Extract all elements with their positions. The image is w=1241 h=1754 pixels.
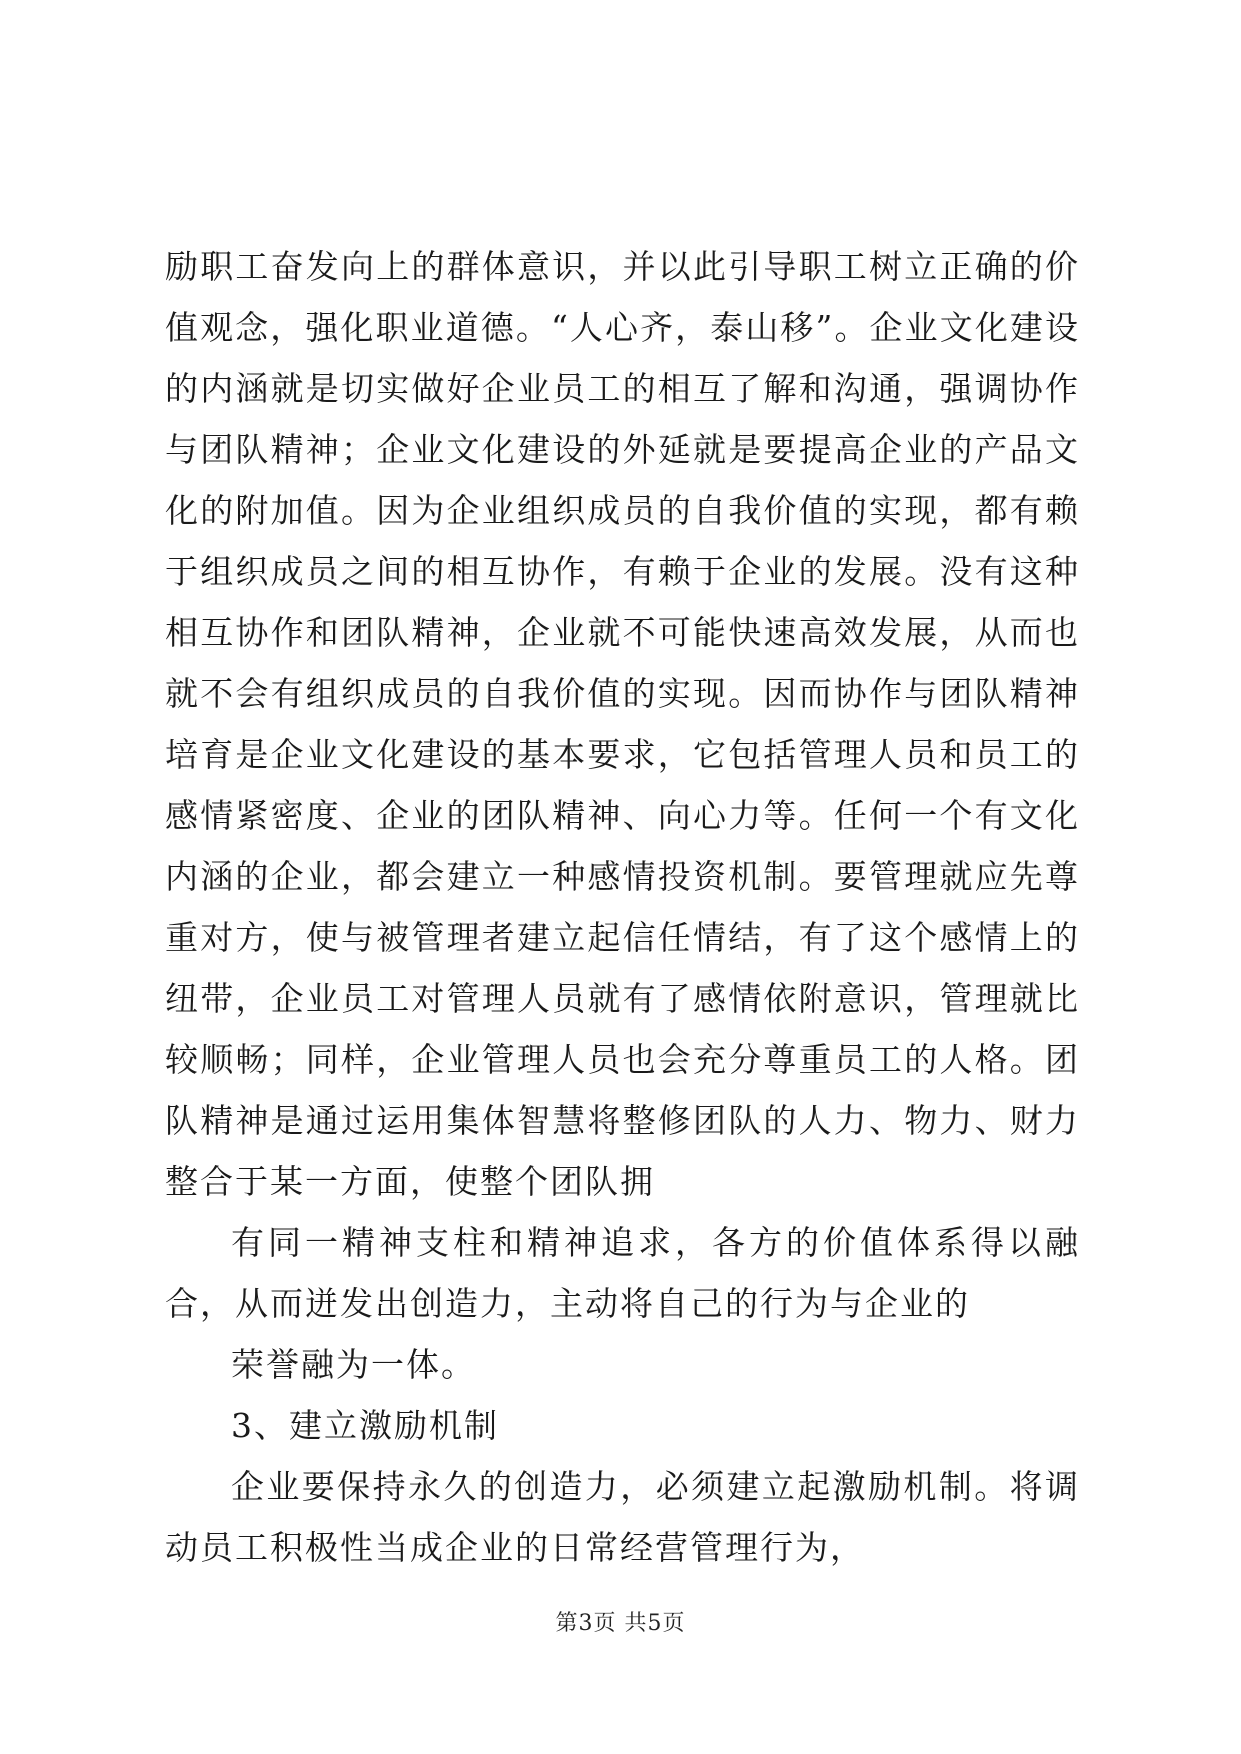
page-footer: 第3页 共5页 — [555, 1611, 686, 1636]
paragraph-team-spirit: 有同一精神支柱和精神追求，各方的价值体系得以融合，从而迸发出创造力，主动将自己的行为与企业的 — [165, 1223, 1080, 1323]
document-body — [165, 236, 1080, 1578]
paragraph-incentive: 企业要保持永久的创造力，必须建立起激励机制。将调动员工积极性当成企业的日常经营管理行为， — [165, 1467, 1080, 1567]
section-heading-incentive: 3、建立激励机制 — [231, 1406, 499, 1445]
paragraph-continuation: 励职工奋发向上的群体意识，并以此引导职工树立正确的价值观念，强化职业道德。“人心齐，泰山移”。企业文化建设的内涵就是切实做好企业员工的相互了解和沟通，强调协作与团队精神；企业文化建设的外延就是要提高企业的产品文化的附加值。因为企业组织成员的自我价值的实现，都有赖于组织成员之间的相互协作，有赖于企业的发展。没有这种相互协作和团队精神，企业就不可能快速高效发展，从而也就不会有组织成员的自我价值的实现。因而协作与团队精神培育是企业文化建设的基本要求，它包括管理人员和员工的感情紧密度、企业的团队精神、向心力等。任何一个有文化内涵的企业，都会建立一种感情投资机制。要管理就应先尊重对方，使与被管理者建立起信任情结，有了这个感情上的纽带，企业员工对管理人员就有了感情依附意识，管理就比较顺畅；同样，企业管理人员也会充分尊重员工的人格。团队精神是通过运用集体智慧将整修团队的人力、物力、财力整合于某一方面，使整个团队拥 — [165, 247, 1080, 1201]
paragraph-honor: 荣誉融为一体。 — [231, 1345, 476, 1384]
